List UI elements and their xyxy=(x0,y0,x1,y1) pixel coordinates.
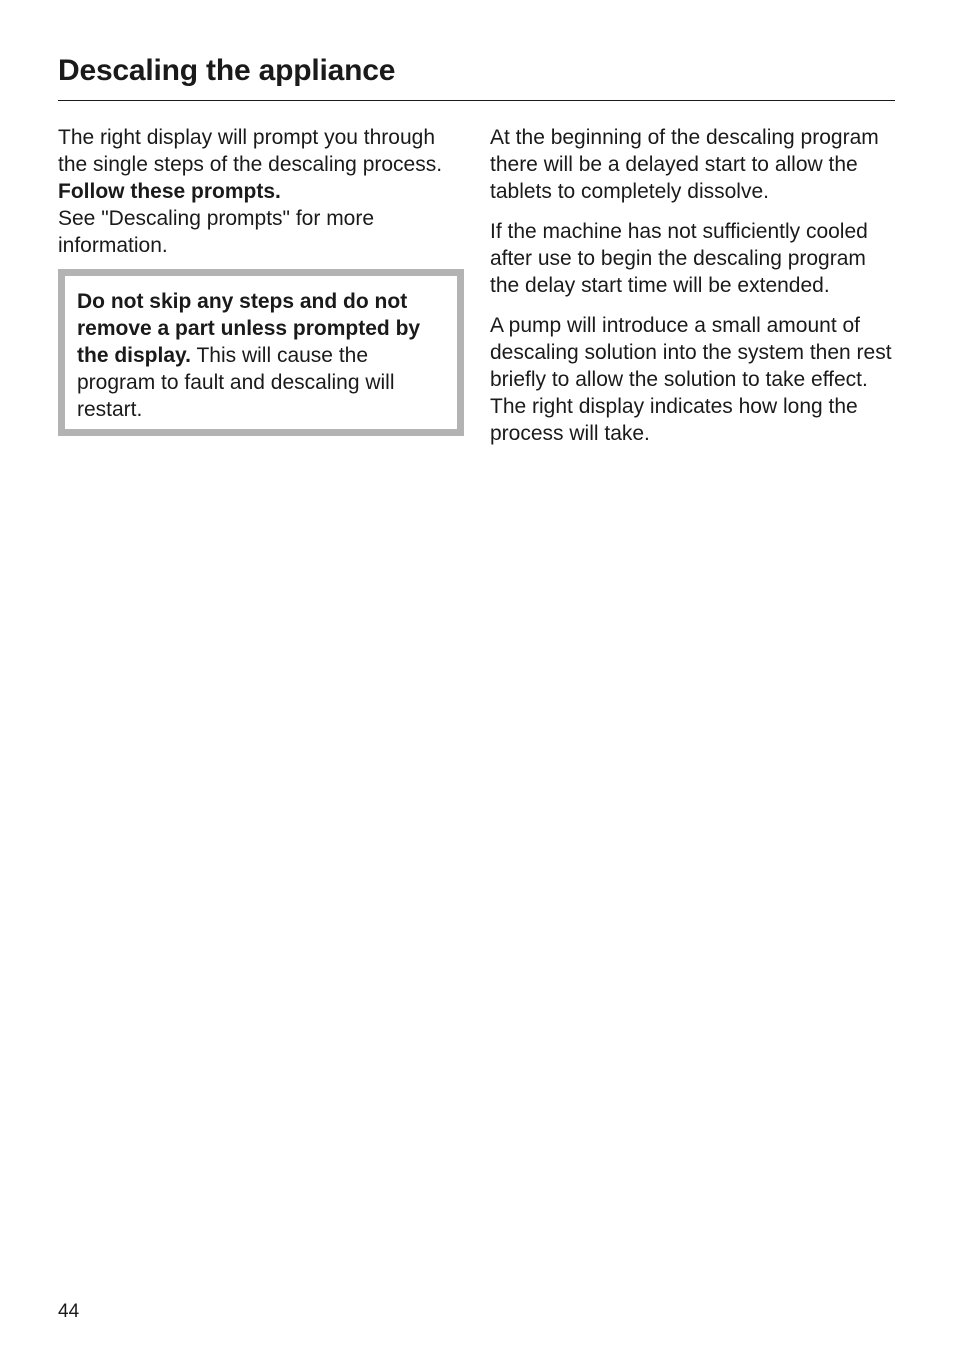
right-column xyxy=(490,124,900,460)
warning-box xyxy=(58,269,464,436)
intro-paragraph: The right display will prompt you through the single steps of the descaling process. xyxy=(58,126,443,176)
warning-normal-text: This will cause the program to fault and descaling will restart. xyxy=(77,344,395,421)
page-title: Descaling the appliance xyxy=(58,54,396,87)
warning-text xyxy=(77,288,447,423)
reference-text: See "Descaling prompts" for more information. xyxy=(58,207,375,257)
left-column xyxy=(58,124,468,436)
title-divider xyxy=(58,100,895,101)
instruction-text: Follow these prompts. xyxy=(58,180,281,203)
warning-bold-text: Do not skip any steps and do not remove a part unless prompted by the display. xyxy=(77,290,421,367)
cooling-paragraph: If the machine has not sufficiently cooled after use to begin the descaling program the delay start time will be extended. xyxy=(490,220,868,297)
delayed-start-paragraph: At the beginning of the descaling program there will be a delayed start to allow the tablets to completely dissolve. xyxy=(490,126,879,203)
page-number: 44 xyxy=(58,1301,80,1322)
pump-paragraph: A pump will introduce a small amount of descaling solution into the system then rest briefly to allow the solution to take effect. The right display indicates how long the process will take. xyxy=(490,314,892,445)
